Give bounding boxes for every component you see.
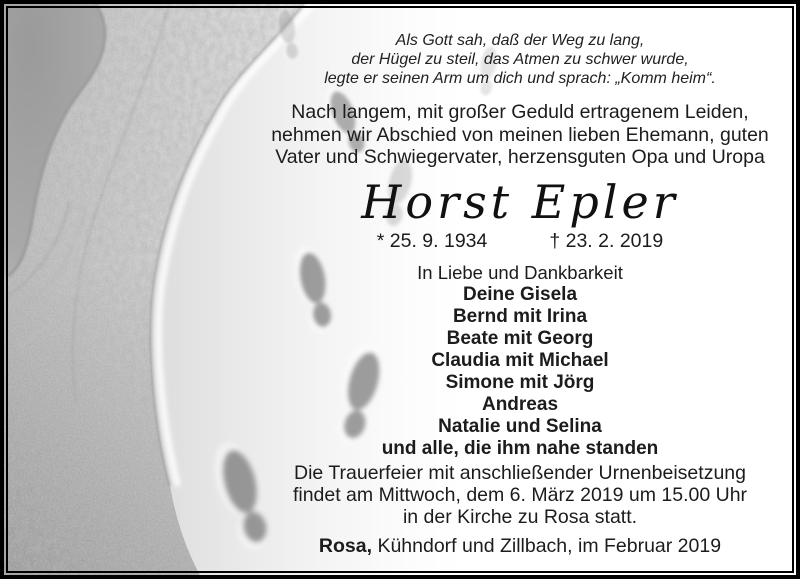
death-date: † 23. 2. 2019 bbox=[549, 229, 664, 252]
mourner-name: Claudia mit Michael bbox=[431, 349, 609, 371]
mourner-name: Bernd mit Irina bbox=[452, 305, 588, 327]
announcement-line: Vater und Schwiegervater, herzensguten Opa und Uropa bbox=[275, 146, 765, 168]
obituary-text-column bbox=[248, 4, 792, 557]
mourner-name: Andreas bbox=[481, 393, 559, 415]
announcement-line: nehmen wir Abschied von meinen lieben Ehemann, guten bbox=[271, 123, 769, 146]
verse-line: Als Gott sah, daß der Weg zu lang, bbox=[395, 32, 645, 49]
life-dates bbox=[248, 230, 792, 252]
memorial-verse bbox=[248, 31, 792, 88]
funeral-details bbox=[248, 462, 792, 528]
verse-line: legte er seinen Arm um dich und sprach: „Komm heim“. bbox=[324, 70, 716, 87]
verse-line: der Hügel zu steil, das Atmen zu schwer wurde, bbox=[351, 51, 689, 68]
mourner-name: Deine Gisela bbox=[462, 283, 578, 305]
mourner-name: Beate mit Georg bbox=[446, 327, 594, 349]
mourners-list bbox=[248, 284, 792, 460]
funeral-line: in der Kirche zu Rosa statt. bbox=[402, 505, 638, 528]
announcement-line: Nach langem, mit großer Geduld ertragenem Leiden, bbox=[291, 101, 749, 123]
mourner-name: Simone mit Jörg bbox=[445, 371, 595, 393]
mourner-name: Natalie und Selina bbox=[438, 415, 602, 437]
funeral-line: findet am Mittwoch, dem 6. März 2019 um 15.00 Uhr bbox=[292, 483, 748, 506]
closing-places: Rosa, bbox=[318, 534, 373, 557]
closing-line bbox=[248, 535, 792, 557]
deceased-name: Horst Epler bbox=[361, 174, 679, 229]
closing-rest: Kühndorf und Zillbach, im Februar 2019 bbox=[372, 534, 722, 557]
death-announcement bbox=[248, 101, 792, 169]
mourner-name: und alle, die ihm nahe standen bbox=[381, 437, 659, 459]
funeral-line: Die Trauerfeier mit anschließender Urnenbeisetzung bbox=[294, 461, 746, 484]
birth-date: * 25. 9. 1934 bbox=[376, 229, 488, 252]
mourning-intro: In Liebe und Dankbarkeit bbox=[417, 261, 623, 283]
